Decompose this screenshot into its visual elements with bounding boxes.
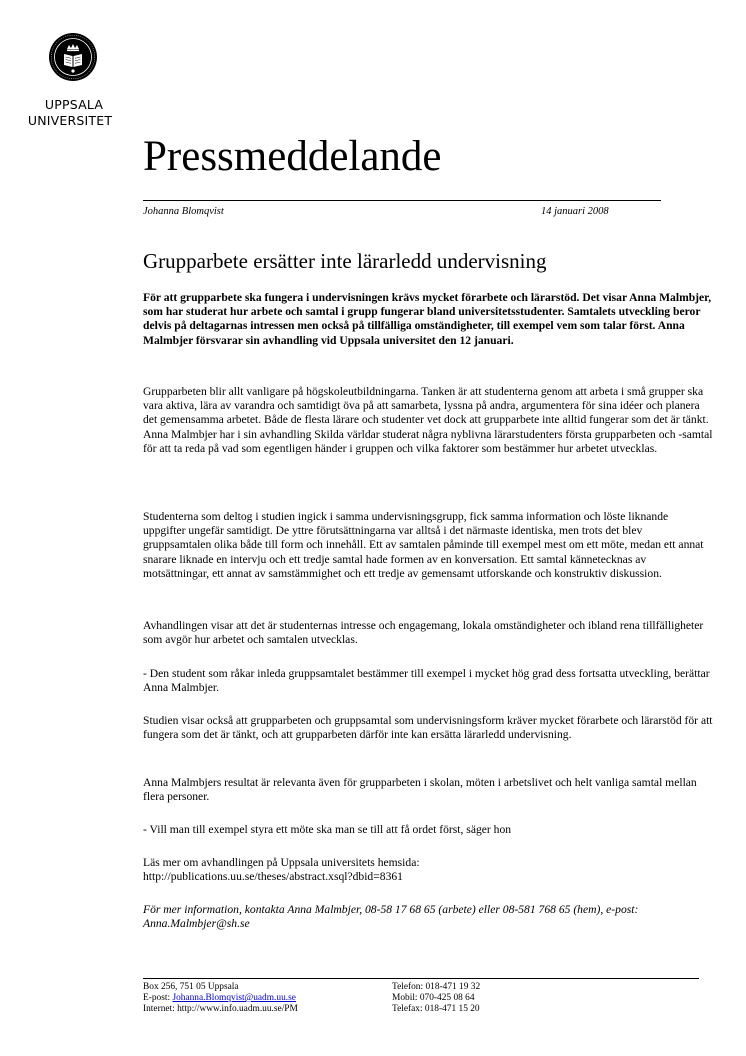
contact-info: För mer information, kontakta Anna Malmbjer, 08-58 17 68 65 (arbete) eller 08-581 768 65 (hem), e-post: Anna.Malmbjer@sh.se (143, 903, 639, 931)
headline: Grupparbete ersätter inte lärarledd undervisning (143, 249, 547, 273)
more-info-text: Läs mer om avhandlingen på Uppsala universitets hemsida: (143, 856, 420, 869)
quote-paragraph: - Den student som råkar inleda gruppsamtalet bestämmer till exempel i mycket hög grad dess fortsatta utveckling, berättar Anna Malmbjer. (143, 667, 710, 695)
footer-fax: Telefax: 018-471 15 20 (392, 1004, 480, 1014)
footer-phone-column (392, 982, 480, 1015)
footer-divider (143, 978, 699, 979)
author-name: Johanna Blomqvist (143, 206, 224, 217)
page-title: Pressmeddelande (143, 133, 442, 180)
lead-paragraph: För att grupparbete ska fungera i undervisningen krävs mycket förarbete och lärarstöd. Det visar Anna Malmbjer, som har studerat hur arbete och samtal i grupp fungerar bland universitetsstudenter. Samtalets utveckling beror delvis på deltagarnas intressen men också på tillfälliga omständigheter, till exempel vem som talar först. Anna Malmbjer försvarar sin avhandling vid Uppsala universitet den 12 januari. (143, 291, 712, 347)
quote-paragraph: - Vill man till exempel styra ett möte ska man se till att få ordet först, säger hon (143, 823, 512, 836)
body-paragraph: Studenterna som deltog i studien ingick i samma undervisningsgrupp, fick samma information och löste liknande uppgifter ungefär samtidigt. De yttre förutsättningarna var alltså i det närmaste identiska, men trots det blev gruppsamtalen olika både till form och innehåll. Ett av samtalen påminde till exempel mest om ett möte, medan ett annat snarare liknade en intervju och ett tredje samtal hade formen av en konversation. Ett samtal kännetecknas av motsättningar, ett annat av samstämmighet och ett tredje av gemensamt utforskande och konstruktiv diskussion. (143, 510, 704, 580)
footer-address: Box 256, 751 05 Uppsala (143, 982, 239, 992)
logo-text-uppsala: UPPSALA (44, 97, 104, 112)
body-paragraph: Grupparbeten blir allt vanligare på högskoleutbildningarna. Tanken är att studenterna genom att arbeta i små grupper ska vara aktiva, lära av varandra och samtidigt öva på att samarbeta, lyssna på andra, argumentera för sina idéer och planera det gemensamma arbetet. Både de flesta lärare och studenter vet dock att grupparbete inte alltid fungerar som det är tänkt. Anna Malmbjer har i sin avhandling Skilda världar studerat några nyblivna lärarstudenters första grupparbeten och -samtal för att ta reda på vad som egentligen händer i gruppen och vilka faktorer som bestämmer hur arbetet utvecklas. (143, 385, 713, 455)
logo-text-universitet: UNIVERSITET (27, 113, 113, 128)
thesis-url[interactable]: http://publications.uu.se/theses/abstract.xsql?dbid=8361 (143, 870, 403, 884)
footer-phone: Telefon: 018-471 19 32 (392, 982, 481, 992)
footer-email-line (143, 993, 298, 1004)
body-paragraph: Studien visar också att grupparbeten och gruppsamtal som undervisningsform kräver mycket förarbete och lärarstöd för att fungera som det är tänkt, och att grupparbeten därför inte kan ersätta lärarledd undervisning. (143, 714, 713, 742)
footer-email-label: E-post: (143, 993, 173, 1003)
title-divider (143, 200, 661, 201)
more-info-section (143, 856, 713, 884)
footer-email-link[interactable]: Johanna.Blomqvist@uadm.uu.se (172, 993, 296, 1003)
footer-mobile: Mobil: 070-425 08 64 (392, 993, 475, 1003)
footer-internet[interactable]: Internet: http://www.info.uadm.uu.se/PM (143, 1004, 298, 1014)
university-seal-icon (48, 32, 98, 82)
footer-address-column (143, 982, 298, 1015)
body-paragraph: Avhandlingen visar att det är studenternas intresse och engagemang, lokala omständigheter och ibland rena tillfälligheter som avgör hur arbetet och samtalen utvecklas. (143, 619, 704, 647)
release-date: 14 januari 2008 (541, 206, 609, 217)
body-paragraph: Anna Malmbjers resultat är relevanta även för grupparbeten i skolan, möten i arbetslivet och helt vanliga samtal mellan flera personer. (143, 776, 697, 804)
